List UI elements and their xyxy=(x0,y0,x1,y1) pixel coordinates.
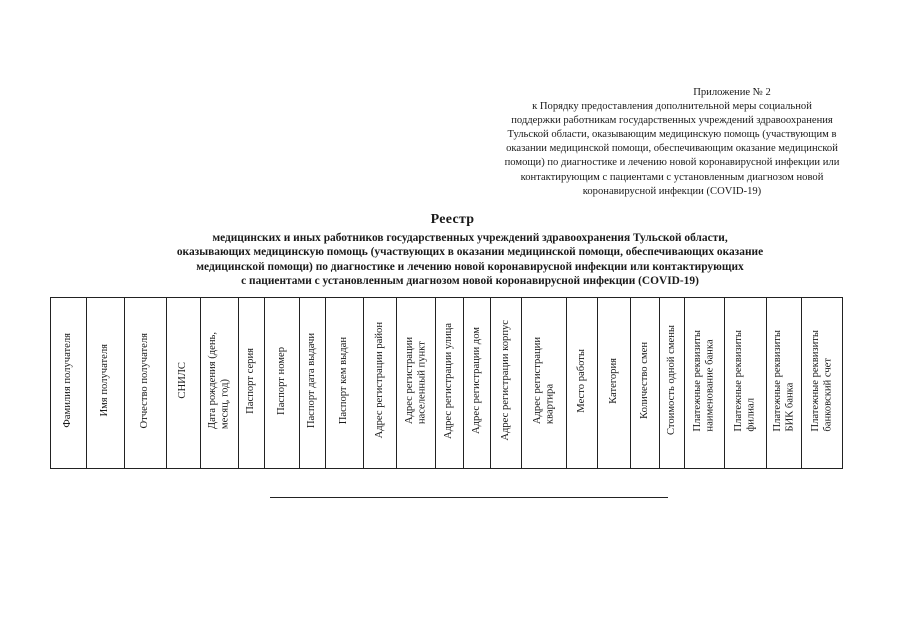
column-header-label: Платежные реквизиты наименование банка xyxy=(692,329,716,432)
subtitle-line: медицинской помощи) по диагностике и лечению новой коронавирусной инфекции или контактирующих xyxy=(196,260,744,273)
column-header-label: Паспорт кем выдан xyxy=(338,336,350,425)
column-header xyxy=(167,298,201,469)
column-header-label: Отчество получателя xyxy=(139,332,151,429)
column-header xyxy=(567,298,598,469)
column-header xyxy=(265,298,300,469)
register-table xyxy=(50,297,843,469)
appendix-line: помощи) по диагностике и лечению новой коронавирусной инфекции или xyxy=(504,157,840,169)
column-header xyxy=(802,298,843,469)
column-header xyxy=(598,298,631,469)
column-header xyxy=(767,298,802,469)
appendix-line: Тульской области, оказывающим медицинскую помощь (участвующим в xyxy=(507,129,837,141)
column-header xyxy=(464,298,491,469)
column-header xyxy=(239,298,265,469)
column-header-label: Категория xyxy=(607,357,619,404)
appendix-line: к Порядку предоставления дополнительной меры социальной xyxy=(532,101,812,113)
column-header-label: Платежные реквизиты филиал xyxy=(733,329,757,432)
column-header xyxy=(491,298,522,469)
appendix-line: коронавирусной инфекции (COVID-19) xyxy=(582,185,762,197)
column-header-label: Стоимость одной смены xyxy=(665,325,677,436)
column-header-label: Паспорт номер xyxy=(275,346,287,415)
column-header-label: Адрес регистрации корпус xyxy=(499,320,511,441)
column-header-label: Паспорт дата выдачи xyxy=(306,332,318,429)
appendix-line: оказании медицинской помощи, обеспечивающим оказание медицинской xyxy=(506,143,838,155)
header-row xyxy=(51,298,843,469)
subtitle-line: медицинских и иных работников государственных учреждений здравоохранения Тульской области, xyxy=(212,232,728,244)
column-header-label: Имя получателя xyxy=(99,344,111,417)
appendix-line: поддержки работникам государственных учреждений здравоохранения xyxy=(511,115,833,127)
column-header xyxy=(326,298,364,469)
column-header-label: Адрес регистрации улица xyxy=(443,322,455,439)
column-header xyxy=(87,298,125,469)
column-header xyxy=(436,298,464,469)
column-header-label: Адрес регистрации населенный пункт xyxy=(403,336,427,425)
column-header-label: Адрес регистрации дом xyxy=(470,327,482,434)
column-header xyxy=(725,298,767,469)
appendix-number: Приложение № 2 xyxy=(693,87,771,98)
column-header-label: Платежные реквизиты БИК банка xyxy=(771,329,795,432)
column-header xyxy=(685,298,725,469)
column-header xyxy=(522,298,567,469)
signature-line xyxy=(270,497,668,498)
column-header xyxy=(397,298,436,469)
column-header-label: Место работы xyxy=(575,348,587,413)
subtitle-line: с пациентами с установленным диагнозом новой коронавирусной инфекции (COVID-19) xyxy=(241,275,699,288)
column-header-label: СНИЛС xyxy=(177,362,189,399)
column-header-label: Количество смен xyxy=(638,342,650,419)
column-header-label: Адрес регистрации квартира xyxy=(531,336,555,425)
column-header xyxy=(364,298,397,469)
column-header-label: Адрес регистрации район xyxy=(373,322,385,439)
subtitle-line: оказывающих медицинскую помощь (участвующих в оказании медицинской помощи, обеспечивающих оказание xyxy=(176,246,764,259)
column-header xyxy=(125,298,167,469)
column-header-label: Паспорт серия xyxy=(245,347,257,414)
appendix-line: контактирующим с пациентами с установленным диагнозом новой xyxy=(520,171,824,183)
register-subtitle xyxy=(100,231,840,289)
appendix-block xyxy=(462,86,882,199)
column-header xyxy=(660,298,685,469)
column-header xyxy=(201,298,239,469)
column-header xyxy=(631,298,660,469)
column-header-label: Дата рождения (день, месяц, год) xyxy=(207,331,231,430)
column-header-label: Платежные реквизиты банковский счет xyxy=(809,329,833,432)
register-title: Реестр xyxy=(430,212,475,227)
column-header xyxy=(300,298,326,469)
column-header xyxy=(51,298,87,469)
column-header-label: Фамилия получателя xyxy=(62,333,74,428)
register-table-wrapper xyxy=(50,297,843,469)
